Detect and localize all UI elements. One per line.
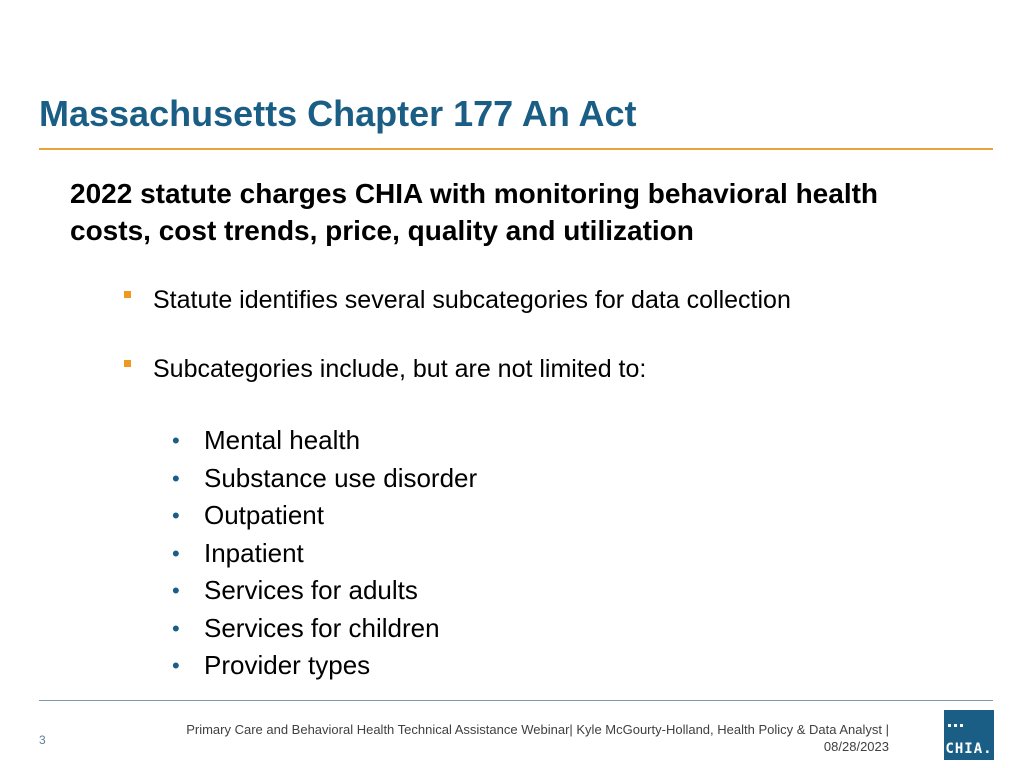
title-divider [39,148,993,150]
subcategory-item [172,460,477,498]
subcategory-item [172,497,477,535]
subcategory-item [172,572,477,610]
page-number: 3 [39,733,46,747]
subcategory-list [172,422,477,685]
subcategory-text: Mental health [204,425,361,455]
footer-line-2: 08/28/2023 [823,739,889,754]
dot-bullet-icon: • [172,465,180,491]
subcategory-item [172,422,477,460]
subcategory-text: Outpatient [204,500,324,530]
footer-line-1: Primary Care and Behavioral Health Technical Assistance Webinar| Kyle McGourty-Holland, Health Policy & Data Analyst | [186,722,889,737]
bullet-text: Statute identifies several subcategories for data collection [153,286,791,314]
subcategory-item [172,535,477,573]
footer-divider [39,700,993,701]
footer-text [100,721,889,755]
dot-bullet-icon: • [172,503,180,528]
bullet-item [122,352,791,386]
square-bullet-icon [124,291,131,298]
subcategory-text: Provider types [204,650,371,680]
subcategory-item [172,610,477,648]
subcategory-text: Inpatient [204,537,304,568]
dot-bullet-icon: • [172,615,180,641]
dot-bullet-icon: • [172,578,180,603]
square-bullet-icon [124,360,131,367]
main-bullet-list [122,283,791,421]
dot-bullet-icon: • [172,653,180,678]
slide-title: Massachusetts Chapter 177 An Act [39,93,637,134]
dot-bullet-icon: • [172,428,180,453]
dot-bullet-icon: • [172,540,180,566]
subcategory-item [172,647,477,685]
subcategory-text: Substance use disorder [204,462,478,493]
logo-dots [948,714,966,732]
slide-subtitle: 2022 statute charges CHIA with monitoring behavioral health costs, cost trends, price, quality and utilization [70,178,879,246]
subcategory-text: Services for adults [204,575,418,605]
chia-logo-icon [944,710,994,760]
bullet-text: Subcategories include, but are not limited to: [153,355,647,383]
subcategory-text: Services for children [204,612,440,643]
logo-text: CHIA. [945,741,993,757]
bullet-item [122,283,791,317]
